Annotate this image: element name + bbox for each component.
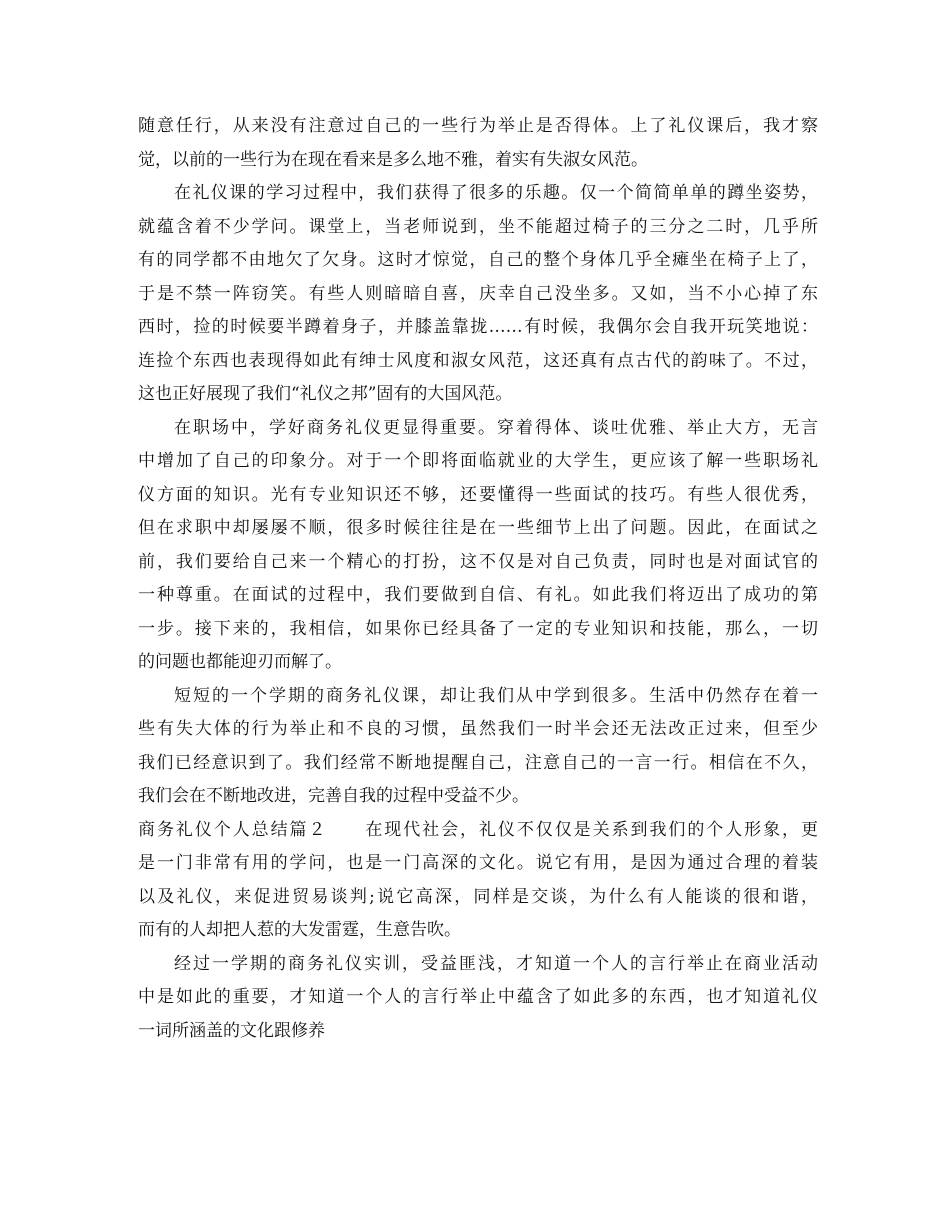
text-line: 一步。接下来的，我相信，如果你已经具备了一定的专业知识和技能，那么，一切 <box>138 618 818 639</box>
body-text <box>138 110 818 1048</box>
text-line: 短短的一个学期的商务礼仪课，却让我们从中学到很多。生活中仍然存在着一 <box>174 685 818 706</box>
text-line: 一词所涵盖的文化跟修养 <box>138 1020 325 1041</box>
text-line: 这也正好展现了我们“礼仪之邦”固有的大国风范。 <box>138 384 513 404</box>
text-line: 而有的人却把人惹的大发雷霆，生意告吹。 <box>138 920 461 940</box>
text-line: 一种尊重。在面试的过程中，我们要做到自信、有礼。如此我们将迈出了成功的第 <box>138 585 818 605</box>
text-line: 西时，捡的时候要半蹲着身子，并膝盖靠拢……有时候，我偶尔会自我开玩笑地说： <box>138 317 818 337</box>
text-line: 商务礼仪个人总结篇２ 在现代社会，礼仪不仅仅是关系到我们的个人形象，更 <box>138 819 818 840</box>
text-line: 连捡个东西也表现得如此有绅士风度和淑女风范，这还真有点古代的韵味了。不过， <box>138 350 818 371</box>
text-line: 就蕴含着不少学问。课堂上，当老师说到，坐不能超过椅子的三分之二时，几乎所 <box>138 216 818 237</box>
text-line: 经过一学期的商务礼仪实训，受益匪浅，才知道一个人的言行举止在商业活动 <box>174 953 818 974</box>
text-line: 中是如此的重要，才知道一个人的言行举止中蕴含了如此多的东西，也才知道礼仪 <box>138 987 818 1007</box>
text-line: 中增加了自己的印象分。对于一个即将面临就业的大学生，更应该了解一些职场礼 <box>138 451 818 471</box>
text-line: 是一门非常有用的学问，也是一门高深的文化。说它有用，是因为通过合理的着装 <box>138 853 818 873</box>
text-line: 的问题也都能迎刃而解了。 <box>138 652 342 672</box>
text-line: 以及礼仪，来促进贸易谈判;说它高深，同样是交谈，为什么有人能谈的很和谐， <box>138 886 818 907</box>
text-line: 仪方面的知识。光有专业知识还不够，还要懂得一些面试的技巧。有些人很优秀， <box>138 484 818 505</box>
text-line: 些有失大体的行为举止和不良的习惯，虽然我们一时半会还无法改正过来，但至少 <box>138 719 818 739</box>
text-line: 在职场中，学好商务礼仪更显得重要。穿着得体、谈吐优雅、举止大方，无言 <box>174 417 818 438</box>
text-line: 我们会在不断地改进，完善自我的过程中受益不少。 <box>138 786 529 806</box>
text-line: 但在求职中却屡屡不顺，很多时候往往是在一些细节上出了问题。因此，在面试之 <box>138 518 818 538</box>
text-line: 在礼仪课的学习过程中，我们获得了很多的乐趣。仅一个简简单单的蹲坐姿势， <box>174 183 818 203</box>
text-line: 于是不禁一阵窃笑。有些人则暗暗自喜，庆幸自己没坐多。又如，当不小心掉了东 <box>138 283 818 304</box>
text-line: 觉，以前的一些行为在现在看来是多么地不雅，着实有失淑女风范。 <box>138 149 648 170</box>
text-line: 前，我们要给自己来一个精心的打扮，这不仅是对自己负责，同时也是对面试官的 <box>138 551 818 572</box>
text-line: 随意任行，从来没有注意过自己的一些行为举止是否得体。上了礼仪课后，我才察 <box>138 116 818 136</box>
text-line: 有的同学都不由地欠了欠身。这时才惊觉，自己的整个身体几乎全瘫坐在椅子上了， <box>138 250 818 270</box>
text-line: 我们已经意识到了。我们经常不断地提醒自己，注意自己的一言一行。相信在不久， <box>138 752 818 773</box>
